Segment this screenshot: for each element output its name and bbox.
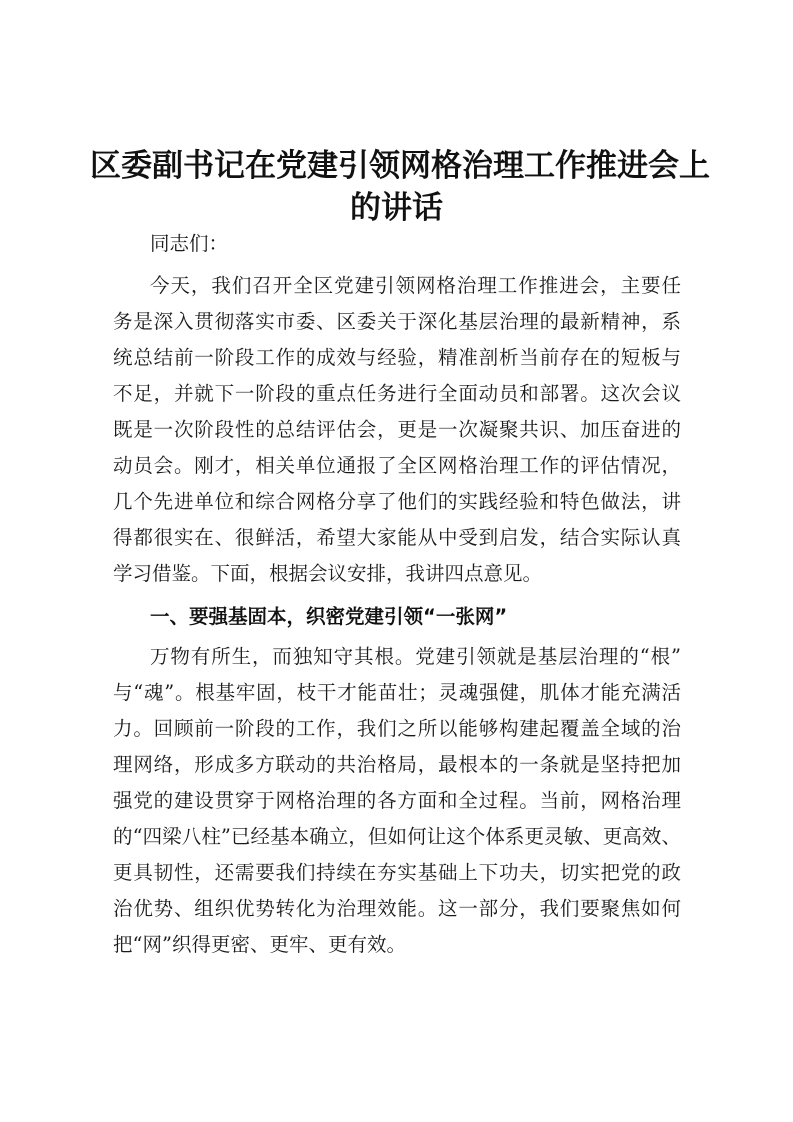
paragraph-line: 与“魂”。根基牢固，枝干才能苗壮；灵魂强健，肌体才能充满活 [113,681,681,704]
paragraph-line: 既是一次阶段性的总结评估会，更是一次凝聚共识、加压奋进的 [113,418,681,441]
paragraph-line: 统总结前一阶段工作的成效与经验，精准剖析当前存在的短板与 [113,346,681,369]
paragraph-line: 万物有所生，而独知守其根。党建引领就是基层治理的“根” [150,645,681,668]
section-heading: 一、要强基固本，织密党建引领“一张网” [150,605,508,628]
paragraph-line: 治优势、组织优势转化为治理效能。这一部分，我们要聚焦如何 [113,897,681,920]
paragraph-line: 的“四梁八柱”已经基本确立，但如何让这个体系更灵敏、更高效、 [113,825,681,848]
salutation: 同志们： [150,232,229,255]
paragraph-line: 今天，我们召开全区党建引领网格治理工作推进会，主要任 [150,274,681,297]
paragraph-line: 学习借鉴。下面，根据会议安排，我讲四点意见。 [113,562,543,585]
paragraph-line: 几个先进单位和综合网格分享了他们的实践经验和特色做法，讲 [113,490,681,513]
paragraph-line: 把“网”织得更密、更牢、更有效。 [113,933,406,956]
paragraph-line: 得都很实在、很鲜活，希望大家能从中受到启发，结合实际认真 [113,526,681,549]
document-title-line-1: 区委副书记在党建引领网格治理工作推进会上 [90,148,710,184]
document-title-line-2: 的讲话 [350,190,443,226]
paragraph-line: 动员会。刚才，相关单位通报了全区网格治理工作的评估情况， [113,454,681,477]
paragraph-line: 力。回顾前一阶段的工作，我们之所以能够构建起覆盖全域的治 [113,717,681,740]
paragraph-line: 强党的建设贯穿于网格治理的各方面和全过程。当前，网格治理 [113,789,681,812]
paragraph-line: 更具韧性，还需要我们持续在夯实基础上下功夫，切实把党的政 [113,861,681,884]
paragraph-line: 理网络，形成多方联动的共治格局，最根本的一条就是坚持把加 [113,753,681,776]
paragraph-line: 不足，并就下一阶段的重点任务进行全面动员和部署。这次会议 [113,382,681,405]
paragraph-line: 务是深入贯彻落实市委、区委关于深化基层治理的最新精神，系 [113,310,681,333]
